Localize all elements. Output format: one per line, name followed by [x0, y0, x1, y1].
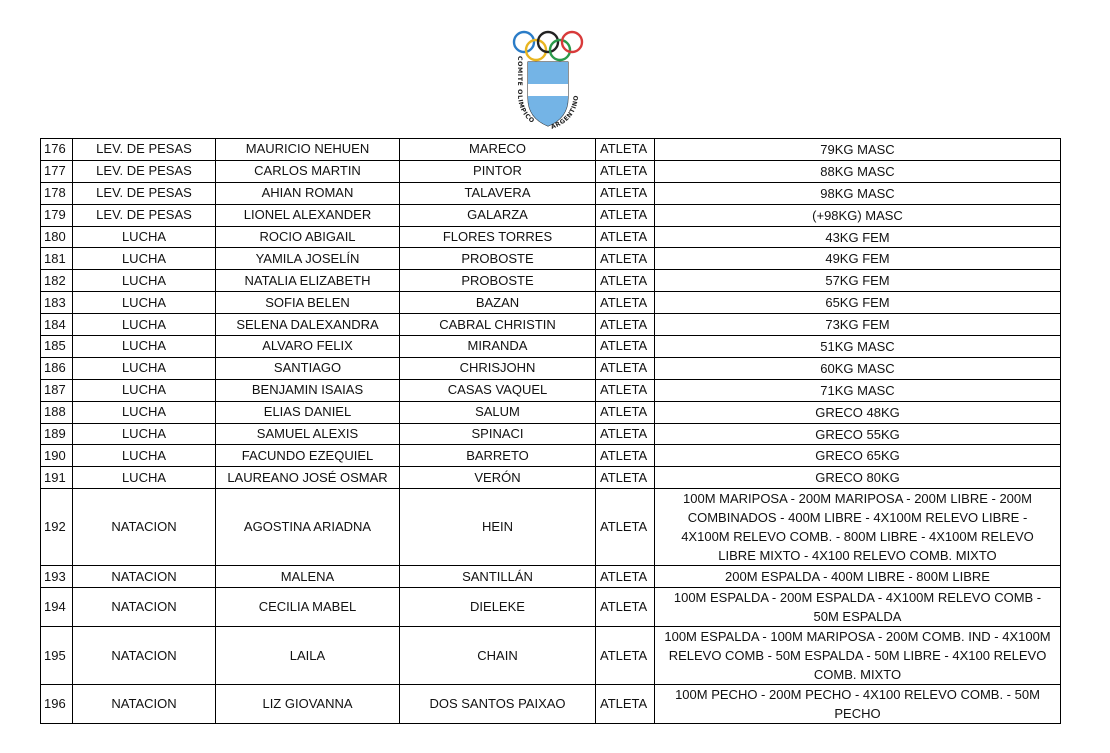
- last-name-cell: DOS SANTOS PAIXAO: [400, 685, 596, 724]
- table-row: [41, 248, 1061, 270]
- row-number: 178: [41, 182, 73, 204]
- last-name-cell: SPINACI: [400, 423, 596, 445]
- events-cell: 100M ESPALDA - 200M ESPALDA - 4X100M RELEVO COMB - 50M ESPALDA: [655, 588, 1061, 627]
- sport-cell: LUCHA: [73, 379, 216, 401]
- events-cell: 200M ESPALDA - 400M LIBRE - 800M LIBRE: [655, 566, 1061, 588]
- first-name-cell: SELENA DALEXANDRA: [216, 314, 400, 336]
- last-name-cell: BARRETO: [400, 445, 596, 467]
- row-number: 183: [41, 292, 73, 314]
- role-cell: ATLETA: [596, 182, 655, 204]
- events-cell: GRECO 48KG: [655, 401, 1061, 423]
- table-row: [41, 270, 1061, 292]
- athlete-roster-table: [40, 138, 1061, 724]
- sport-cell: LUCHA: [73, 226, 216, 248]
- last-name-cell: GALARZA: [400, 204, 596, 226]
- last-name-cell: PROBOSTE: [400, 270, 596, 292]
- row-number: 193: [41, 566, 73, 588]
- sport-cell: LEV. DE PESAS: [73, 182, 216, 204]
- row-number: 176: [41, 139, 73, 161]
- role-cell: ATLETA: [596, 467, 655, 489]
- row-number: 186: [41, 357, 73, 379]
- role-cell: ATLETA: [596, 423, 655, 445]
- last-name-cell: PROBOSTE: [400, 248, 596, 270]
- role-cell: ATLETA: [596, 314, 655, 336]
- sport-cell: LEV. DE PESAS: [73, 139, 216, 161]
- role-cell: ATLETA: [596, 379, 655, 401]
- sport-cell: LUCHA: [73, 292, 216, 314]
- first-name-cell: LIONEL ALEXANDER: [216, 204, 400, 226]
- last-name-cell: CASAS VAQUEL: [400, 379, 596, 401]
- logo-text-left: COMITE OLIMPICO: [515, 56, 536, 126]
- events-cell: (+98KG) MASC: [655, 204, 1061, 226]
- table-row: [41, 401, 1061, 423]
- events-cell: 98KG MASC: [655, 182, 1061, 204]
- row-number: 181: [41, 248, 73, 270]
- role-cell: ATLETA: [596, 489, 655, 566]
- sport-cell: LUCHA: [73, 336, 216, 358]
- last-name-cell: TALAVERA: [400, 182, 596, 204]
- row-number: 184: [41, 314, 73, 336]
- last-name-cell: SALUM: [400, 401, 596, 423]
- first-name-cell: SOFIA BELEN: [216, 292, 400, 314]
- last-name-cell: FLORES TORRES: [400, 226, 596, 248]
- table-row: [41, 685, 1061, 724]
- row-number: 179: [41, 204, 73, 226]
- first-name-cell: CECILIA MABEL: [216, 588, 400, 627]
- role-cell: ATLETA: [596, 357, 655, 379]
- row-number: 191: [41, 467, 73, 489]
- olympic-committee-logo-icon: [506, 22, 590, 144]
- row-number: 196: [41, 685, 73, 724]
- sport-cell: LUCHA: [73, 357, 216, 379]
- row-number: 194: [41, 588, 73, 627]
- role-cell: ATLETA: [596, 685, 655, 724]
- row-number: 185: [41, 336, 73, 358]
- sport-cell: NATACION: [73, 627, 216, 685]
- table-row: [41, 336, 1061, 358]
- row-number: 180: [41, 226, 73, 248]
- last-name-cell: PINTOR: [400, 160, 596, 182]
- events-cell: GRECO 65KG: [655, 445, 1061, 467]
- first-name-cell: SAMUEL ALEXIS: [216, 423, 400, 445]
- table-row: [41, 423, 1061, 445]
- first-name-cell: LAILA: [216, 627, 400, 685]
- table-row: [41, 467, 1061, 489]
- events-cell: 79KG MASC: [655, 139, 1061, 161]
- table-row: [41, 357, 1061, 379]
- sport-cell: LUCHA: [73, 314, 216, 336]
- table-row: [41, 226, 1061, 248]
- sport-cell: LEV. DE PESAS: [73, 204, 216, 226]
- first-name-cell: ROCIO ABIGAIL: [216, 226, 400, 248]
- events-cell: 51KG MASC: [655, 336, 1061, 358]
- role-cell: ATLETA: [596, 445, 655, 467]
- sport-cell: NATACION: [73, 489, 216, 566]
- role-cell: ATLETA: [596, 270, 655, 292]
- role-cell: ATLETA: [596, 588, 655, 627]
- table-row: [41, 379, 1061, 401]
- table-row: [41, 627, 1061, 685]
- table-row: [41, 314, 1061, 336]
- last-name-cell: CABRAL CHRISTIN: [400, 314, 596, 336]
- events-cell: GRECO 80KG: [655, 467, 1061, 489]
- events-cell: 43KG FEM: [655, 226, 1061, 248]
- first-name-cell: MAURICIO NEHUEN: [216, 139, 400, 161]
- first-name-cell: AGOSTINA ARIADNA: [216, 489, 400, 566]
- role-cell: ATLETA: [596, 204, 655, 226]
- events-cell: 73KG FEM: [655, 314, 1061, 336]
- events-cell: 88KG MASC: [655, 160, 1061, 182]
- row-number: 177: [41, 160, 73, 182]
- roster-body: [41, 139, 1061, 724]
- table-row: [41, 445, 1061, 467]
- last-name-cell: BAZAN: [400, 292, 596, 314]
- first-name-cell: MALENA: [216, 566, 400, 588]
- table-row: [41, 489, 1061, 566]
- logo-text-right: ARGENTINO: [549, 94, 581, 131]
- events-cell: 71KG MASC: [655, 379, 1061, 401]
- sport-cell: LUCHA: [73, 423, 216, 445]
- sport-cell: LUCHA: [73, 445, 216, 467]
- first-name-cell: CARLOS MARTIN: [216, 160, 400, 182]
- row-number: 192: [41, 489, 73, 566]
- last-name-cell: SANTILLÁN: [400, 566, 596, 588]
- sport-cell: LUCHA: [73, 248, 216, 270]
- row-number: 182: [41, 270, 73, 292]
- first-name-cell: AHIAN ROMAN: [216, 182, 400, 204]
- olympic-rings-icon: [514, 32, 582, 60]
- events-cell: 65KG FEM: [655, 292, 1061, 314]
- row-number: 189: [41, 423, 73, 445]
- last-name-cell: DIELEKE: [400, 588, 596, 627]
- sport-cell: NATACION: [73, 588, 216, 627]
- role-cell: ATLETA: [596, 160, 655, 182]
- table-row: [41, 204, 1061, 226]
- last-name-cell: VERÓN: [400, 467, 596, 489]
- role-cell: ATLETA: [596, 566, 655, 588]
- first-name-cell: LIZ GIOVANNA: [216, 685, 400, 724]
- sport-cell: LUCHA: [73, 467, 216, 489]
- last-name-cell: CHRISJOHN: [400, 357, 596, 379]
- events-cell: 49KG FEM: [655, 248, 1061, 270]
- role-cell: ATLETA: [596, 292, 655, 314]
- sport-cell: LUCHA: [73, 401, 216, 423]
- sport-cell: NATACION: [73, 566, 216, 588]
- events-cell: 100M ESPALDA - 100M MARIPOSA - 200M COMB. IND - 4X100M RELEVO COMB - 50M ESPALDA - 50M LIBRE - 4X100 RELEVO COMB. MIXTO: [655, 627, 1061, 685]
- events-cell: GRECO 55KG: [655, 423, 1061, 445]
- row-number: 195: [41, 627, 73, 685]
- first-name-cell: BENJAMIN ISAIAS: [216, 379, 400, 401]
- table-row: [41, 588, 1061, 627]
- role-cell: ATLETA: [596, 248, 655, 270]
- role-cell: ATLETA: [596, 226, 655, 248]
- first-name-cell: FACUNDO EZEQUIEL: [216, 445, 400, 467]
- events-cell: 57KG FEM: [655, 270, 1061, 292]
- first-name-cell: ALVARO FELIX: [216, 336, 400, 358]
- last-name-cell: MARECO: [400, 139, 596, 161]
- table-row: [41, 566, 1061, 588]
- table-row: [41, 292, 1061, 314]
- table-row: [41, 160, 1061, 182]
- first-name-cell: ELIAS DANIEL: [216, 401, 400, 423]
- first-name-cell: YAMILA JOSELÍN: [216, 248, 400, 270]
- first-name-cell: SANTIAGO: [216, 357, 400, 379]
- row-number: 188: [41, 401, 73, 423]
- role-cell: ATLETA: [596, 336, 655, 358]
- first-name-cell: NATALIA ELIZABETH: [216, 270, 400, 292]
- role-cell: ATLETA: [596, 139, 655, 161]
- row-number: 190: [41, 445, 73, 467]
- role-cell: ATLETA: [596, 627, 655, 685]
- events-cell: 100M PECHO - 200M PECHO - 4X100 RELEVO COMB. - 50M PECHO: [655, 685, 1061, 724]
- sport-cell: LUCHA: [73, 270, 216, 292]
- sport-cell: LEV. DE PESAS: [73, 160, 216, 182]
- argentina-flag-shield-icon: [528, 62, 568, 128]
- role-cell: ATLETA: [596, 401, 655, 423]
- last-name-cell: CHAIN: [400, 627, 596, 685]
- last-name-cell: HEIN: [400, 489, 596, 566]
- first-name-cell: LAUREANO JOSÉ OSMAR: [216, 467, 400, 489]
- sport-cell: NATACION: [73, 685, 216, 724]
- events-cell: 100M MARIPOSA - 200M MARIPOSA - 200M LIBRE - 200M COMBINADOS - 400M LIBRE - 4X100M RELEVO LIBRE - 4X100M RELEVO COMB. - 800M LIBRE - 4X100M RELEVO LIBRE MIXTO - 4X100 RELEVO COMB. MIXTO: [655, 489, 1061, 566]
- table-row: [41, 182, 1061, 204]
- table-row: [41, 139, 1061, 161]
- last-name-cell: MIRANDA: [400, 336, 596, 358]
- events-cell: 60KG MASC: [655, 357, 1061, 379]
- row-number: 187: [41, 379, 73, 401]
